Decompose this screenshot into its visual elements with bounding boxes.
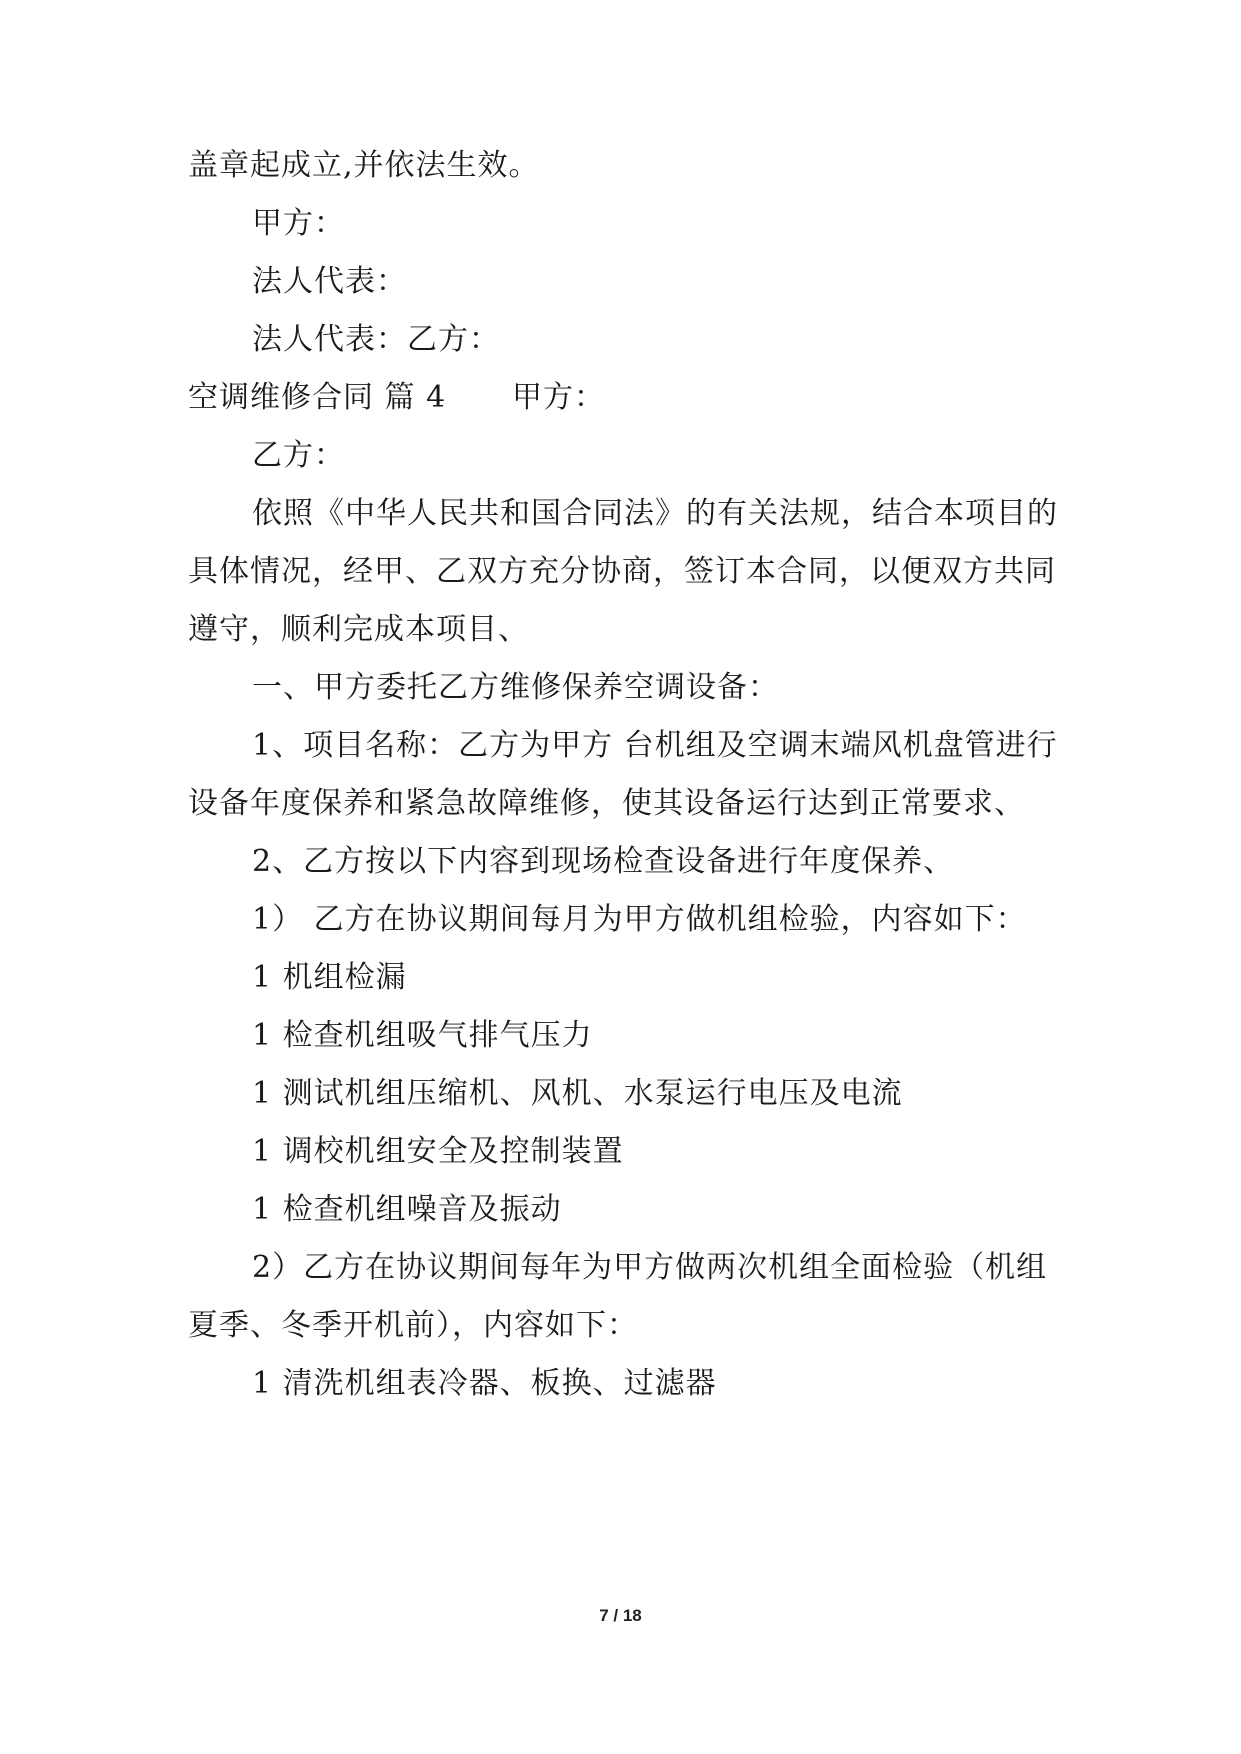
list-item: 1 检查机组吸气排气压力 xyxy=(252,1018,593,1053)
text-line: 设备年度保养和紧急故障维修，使其设备运行达到正常要求、 xyxy=(188,786,1025,821)
text-line: 遵守，顺利完成本项目、 xyxy=(188,612,529,647)
section-heading-party: 甲方： xyxy=(512,380,605,415)
text-line: 甲方： xyxy=(252,206,345,241)
list-item: 1 机组检漏 xyxy=(252,960,407,995)
text-line: 具体情况，经甲、乙双方充分协商，签订本合同，以便双方共同 xyxy=(188,554,1056,589)
list-item: 1 调校机组安全及控制装置 xyxy=(252,1134,624,1169)
page-number: 7 / 18 xyxy=(599,1606,642,1625)
text-line: 一、甲方委托乙方维修保养空调设备： xyxy=(252,670,779,705)
text-line: 1） 乙方在协议期间每月为甲方做机组检验，内容如下： xyxy=(252,902,1027,937)
text-line: 法人代表：乙方： xyxy=(252,322,500,357)
list-item: 1 测试机组压缩机、风机、水泵运行电压及电流 xyxy=(252,1076,903,1111)
text-line: 2）乙方在协议期间每年为甲方做两次机组全面检验（机组 xyxy=(252,1250,1048,1285)
text-line: 2、乙方按以下内容到现场检查设备进行年度保养、 xyxy=(252,844,955,879)
text-line: 夏季、冬季开机前），内容如下： xyxy=(188,1308,638,1343)
text-line: 依照《中华人民共和国合同法》的有关法规，结合本项目的 xyxy=(252,496,1058,531)
text-line: 1、项目名称：乙方为甲方 台机组及空调末端风机盘管进行 xyxy=(252,728,1058,763)
text-line: 乙方： xyxy=(252,438,345,473)
list-item: 1 清洗机组表冷器、板换、过滤器 xyxy=(252,1366,717,1401)
text-line: 盖章起成立,并依法生效。 xyxy=(188,148,540,183)
text-line: 法人代表： xyxy=(252,264,407,299)
section-heading-title: 空调维修合同 篇 4 xyxy=(188,380,447,415)
list-item: 1 检查机组噪音及振动 xyxy=(252,1192,562,1227)
